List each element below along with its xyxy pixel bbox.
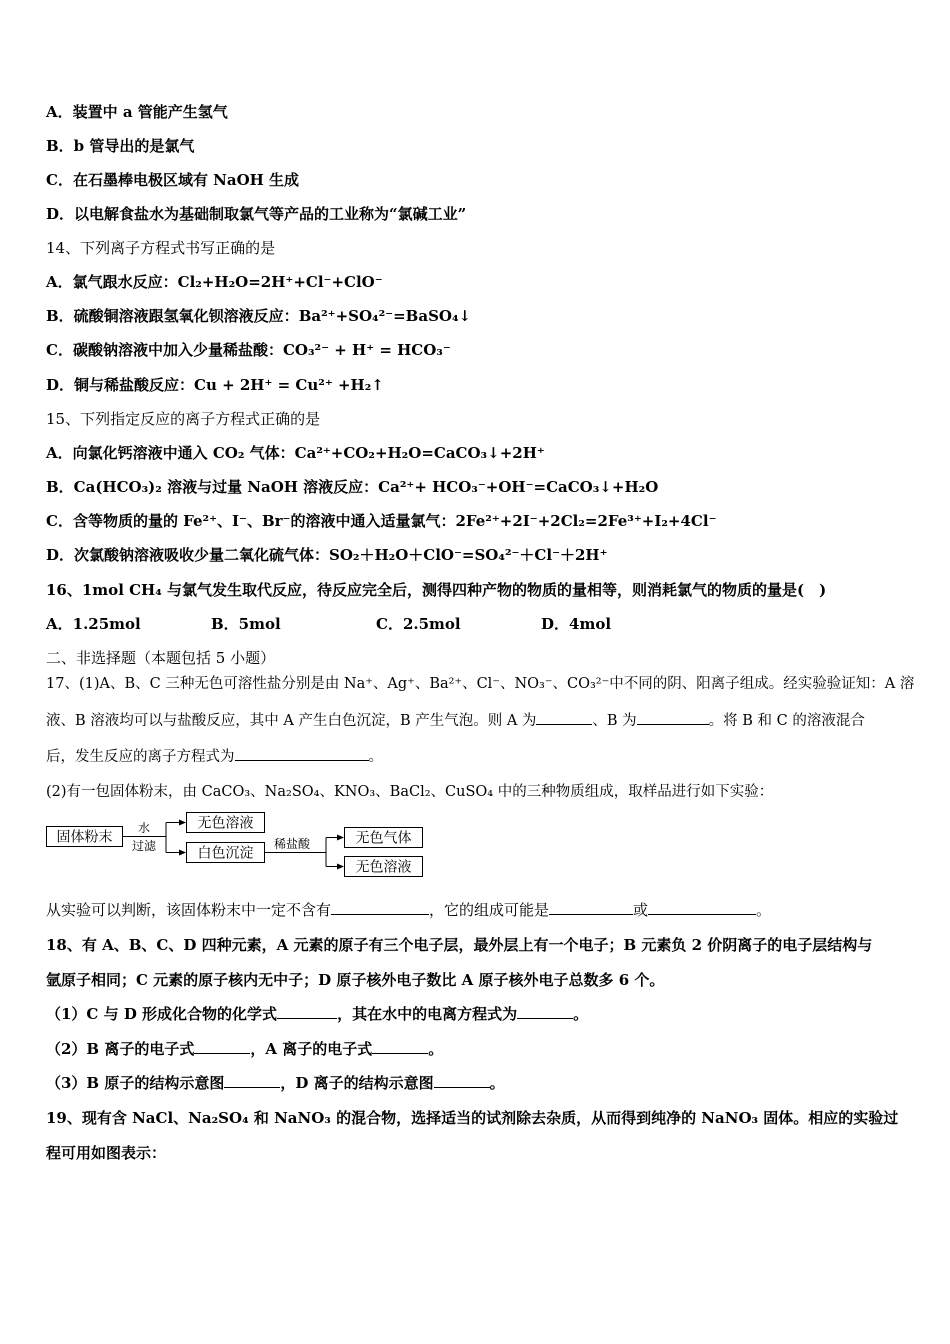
answer-blank[interactable] [517,1004,573,1019]
q16-stem: 16、1mol CH₄ 与氯气发生取代反应，待反应完全后，测得四种产物的物质的量相等，则消耗氯气的物质的量是( ) [46,581,827,599]
q15-option-d: D．次氯酸钠溶液吸收少量二氧化硫气体：SO₂＋H₂O＋ClO⁻=SO₄²⁻＋Cl⁻＋2H⁺ [46,546,608,564]
q13-option-c: C．在石墨棒电极区域有 NaOH 生成 [46,171,300,189]
q17-part2: (2)有一包固体粉末，由 CaCO₃、Na₂SO₄、KNO₃、BaCl₂、CuSO₄ 中的三种物质组成，取样品进行如下实验： [46,784,774,800]
q14-option-a: A．氯气跟水反应：Cl₂+H₂O=2H⁺+Cl⁻+ClO⁻ [46,273,383,291]
flow-step1-top: 水 [137,821,151,835]
flow-gas-label: 无色气体 [355,830,412,847]
answer-blank[interactable] [637,710,709,725]
q15-stem: 15、下列指定反应的离子方程式正确的是 [46,410,321,428]
answer-blank[interactable] [372,1039,428,1054]
section-heading: 二、非选择题（本题包括 5 小题） [46,649,276,667]
flow-solution-label: 无色溶液 [197,815,254,832]
q14-option-c: C．碳酸钠溶液中加入少量稀盐酸：CO₃²⁻ + H⁺ = HCO₃⁻ [46,341,451,359]
answer-blank[interactable] [194,1039,250,1054]
answer-blank[interactable] [536,710,592,725]
answer-blank[interactable] [331,900,429,915]
flow-precipitate-label: 白色沉淀 [197,845,254,862]
q16-option-a: A．1.25mol [46,615,141,633]
q17-line3: 后，发生反应的离子方程式为 。 [46,746,383,767]
answer-blank[interactable] [434,1073,490,1088]
answer-blank[interactable] [277,1004,337,1019]
q14-option-d: D．铜与稀盐酸反应：Cu + 2H⁺ = Cu²⁺ +H₂↑ [46,376,384,394]
q14-stem: 14、下列离子方程式书写正确的是 [46,239,276,257]
q16-option-d: D．4mol [541,615,612,633]
flow-start-label: 固体粉末 [56,829,113,846]
q16-options [46,614,611,634]
q16-option-c: C．2.5mol [376,615,461,633]
answer-blank[interactable] [648,900,756,915]
q18-line1: 18、有 A、B、C、D 四种元素，A 元素的原子有三个电子层，最外层上有一个电子；B 元素负 2 价阴离子的电子层结构与 [46,936,873,954]
experiment-flowchart [46,810,436,882]
q13-option-d: D．以电解食盐水为基础制取氯气等产品的工业称为“氯碱工业” [46,205,467,223]
q15-option-c: C．含等物质的量的 Fe²⁺、I⁻、Br⁻的溶液中通入适量氯气：2Fe²⁺+2I⁻+2Cl₂=2Fe³⁺+I₂+4Cl⁻ [46,512,717,530]
flow-solution2-label: 无色溶液 [355,859,412,876]
q18-part2: （2）B 离子的电子式 ，A 离子的电子式 。 [46,1040,444,1058]
q14-option-b: B．硫酸铜溶液跟氢氧化钡溶液反应：Ba²⁺+SO₄²⁻=BaSO₄↓ [46,307,472,325]
q18-line2: 氩原子相同；C 元素的原子核内无中子；D 原子核外电子数比 A 原子核外电子总数多 6 个。 [46,971,665,989]
answer-blank[interactable] [224,1073,280,1088]
q17-line2: 液、B 溶液均可以与盐酸反应，其中 A 产生白色沉淀，B 产生气泡。则 A 为 、B 为 。将 B 和 C 的溶液混合 [46,710,865,731]
q18-part3: （3）B 原子的结构示意图 ，D 离子的结构示意图 。 [46,1074,505,1092]
q16-option-b: B．5mol [211,615,281,633]
q15-option-b: B．Ca(HCO₃)₂ 溶液与过量 NaOH 溶液反应：Ca²⁺+ HCO₃⁻+OH⁻=CaCO₃↓+H₂O [46,478,659,496]
q17-line1: 17、(1)A、B、C 三种无色可溶性盐分别是由 Na⁺、Ag⁺、Ba²⁺、Cl⁻、NO₃⁻、CO₃²⁻中不同的阴、阳离子组成。经实验验证知：A 溶 [46,676,915,692]
answer-blank[interactable] [549,900,633,915]
q19-line1: 19、现有含 NaCl、Na₂SO₄ 和 NaNO₃ 的混合物，选择适当的试剂除去杂质，从而得到纯净的 NaNO₃ 固体。相应的实验过 [46,1109,899,1127]
answer-blank[interactable] [235,746,369,761]
flow-step2-label: 稀盐酸 [273,837,311,851]
q15-option-a: A．向氯化钙溶液中通入 CO₂ 气体：Ca²⁺+CO₂+H₂O=CaCO₃↓+2H⁺ [46,444,545,462]
q13-option-a: A．装置中 a 管能产生氢气 [46,103,228,121]
q19-line2: 程可用如图表示： [46,1144,167,1162]
flow-step1-bottom: 过滤 [131,839,157,853]
q18-part1: （1）C 与 D 形成化合物的化学式 ，其在水中的电离方程式为 。 [46,1005,589,1023]
q17-conclusion: 从实验可以判断，该固体粉末中一定不含有 ，它的组成可能是 或 。 [46,901,772,919]
q13-option-b: B．b 管导出的是氯气 [46,137,195,155]
